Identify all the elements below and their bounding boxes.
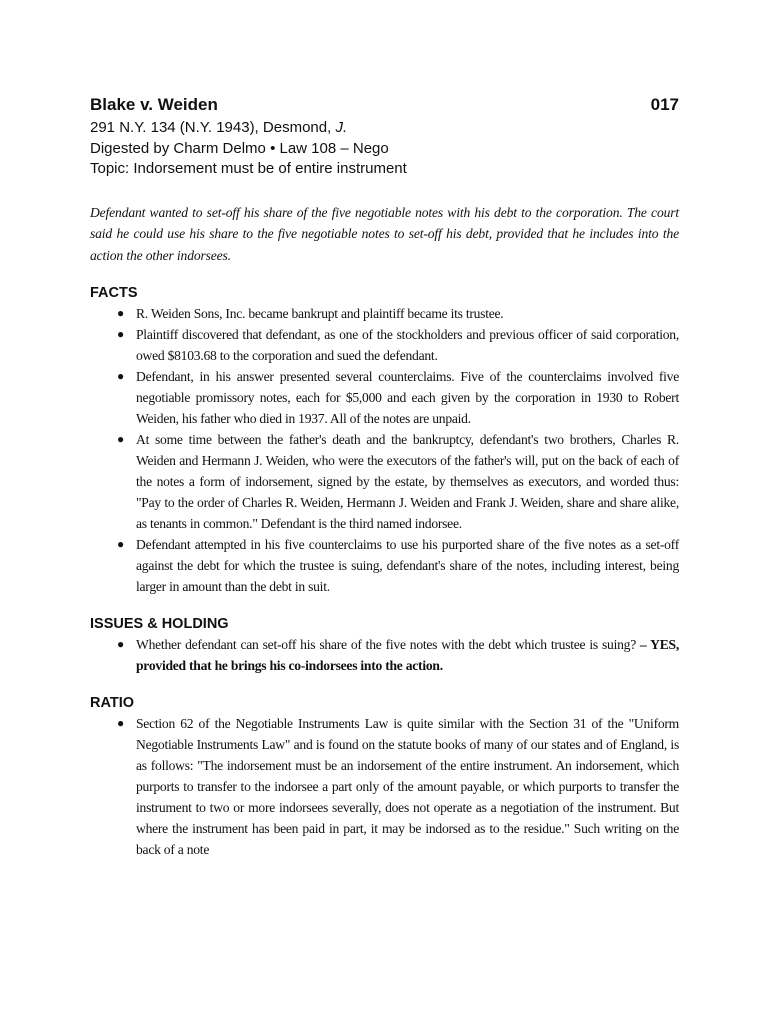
- issue-question: Whether defendant can set-off his share of the five notes with the debt which trustee is suing?: [136, 637, 641, 652]
- issue-answer: – YES, provided that he brings his co-indorsees into the action.: [136, 637, 679, 673]
- bullet-icon: ●: [117, 716, 124, 730]
- case-number: 017: [650, 95, 679, 114]
- issues-item: [90, 634, 679, 676]
- issues-list: [90, 634, 679, 676]
- case-summary: Defendant wanted to set-off his share of the five negotiable notes with his debt to the corporation. The court said he could use his share to the five negotiable notes to set-off his debt, provided that he includes into the action the other indorsees.: [90, 204, 679, 263]
- facts-item: [90, 534, 679, 597]
- document-page: [90, 94, 679, 860]
- facts-item-text: At some time between the father's death and the bankruptcy, defendant's two brothers, Charles R. Weiden and Hermann J. Weiden, who were the executors of the father's will, put on the back of each of the notes a form of indorsement, signed by the estate, by themselves as executors, and worded thus: "Pay to the order of Charles R. Weiden, Hermann J. Weiden and Frank J. Weiden, share and share alike, as tenants in common." Defendant is the third named indorsee.: [136, 432, 679, 531]
- facts-item-text: Defendant attempted in his five counterclaims to use his purported share of the five notes as a set-off against the debt for which the trustee is suing, defendant's share of the notes, including interest, being larger in amount than the debt in suit.: [136, 537, 679, 594]
- facts-item-text: Plaintiff discovered that defendant, as one of the stockholders and previous officer of said corporation, owed $8103.68 to the corporation and sued the defendant.: [136, 327, 679, 363]
- bullet-icon: ●: [117, 327, 124, 341]
- bullet-icon: ●: [117, 432, 124, 446]
- citation-judge: J.: [335, 119, 348, 136]
- bullet-icon: ●: [117, 369, 124, 383]
- facts-item: [90, 303, 679, 324]
- ratio-item-text: Section 62 of the Negotiable Instruments Law is quite similar with the Section 31 of the "Uniform Negotiable Instruments Law" and is found on the statute books of many of our states and of England, is as follows: "The indorsement must be an indorsement of the entire instrument. An indorsement, which purports to transfer to the indorsee a part only of the amount payable, or which purports to transfer the instrument to two or more indorsees severally, does not operate as a negotiation of the instrument. But where the instrument has been paid in part, it may be indorsed as to the residue." Such writing on the back of a note: [136, 716, 679, 857]
- facts-list: [90, 303, 679, 597]
- facts-item: [90, 366, 679, 429]
- ratio-item: [90, 713, 679, 860]
- facts-heading: FACTS: [90, 285, 138, 301]
- ratio-list: [90, 713, 679, 860]
- bullet-icon: ●: [117, 537, 124, 551]
- citation-text: 291 N.Y. 134 (N.Y. 1943), Desmond,: [90, 119, 332, 136]
- ratio-heading: RATIO: [90, 695, 135, 711]
- facts-item-text: R. Weiden Sons, Inc. became bankrupt and plaintiff became its trustee.: [136, 306, 504, 321]
- citation-line: [90, 118, 679, 139]
- issues-heading: ISSUES & HOLDING: [90, 616, 229, 632]
- facts-item: [90, 429, 679, 534]
- case-title: Blake v. Weiden: [90, 95, 218, 114]
- bullet-icon: ●: [117, 637, 124, 651]
- bullet-icon: ●: [117, 306, 124, 320]
- case-header: [90, 94, 679, 116]
- facts-item-text: Defendant, in his answer presented several counterclaims. Five of the counterclaims involved five negotiable promissory notes, each for $5,000 and each given by the corporation in 1930 to Robert Weiden, his father who died in 1937. All of the notes are unpaid.: [136, 369, 679, 426]
- topic-line: Topic: Indorsement must be of entire instrument: [90, 160, 407, 177]
- facts-item: [90, 324, 679, 366]
- digested-by-line: Digested by Charm Delmo • Law 108 – Nego: [90, 139, 389, 157]
